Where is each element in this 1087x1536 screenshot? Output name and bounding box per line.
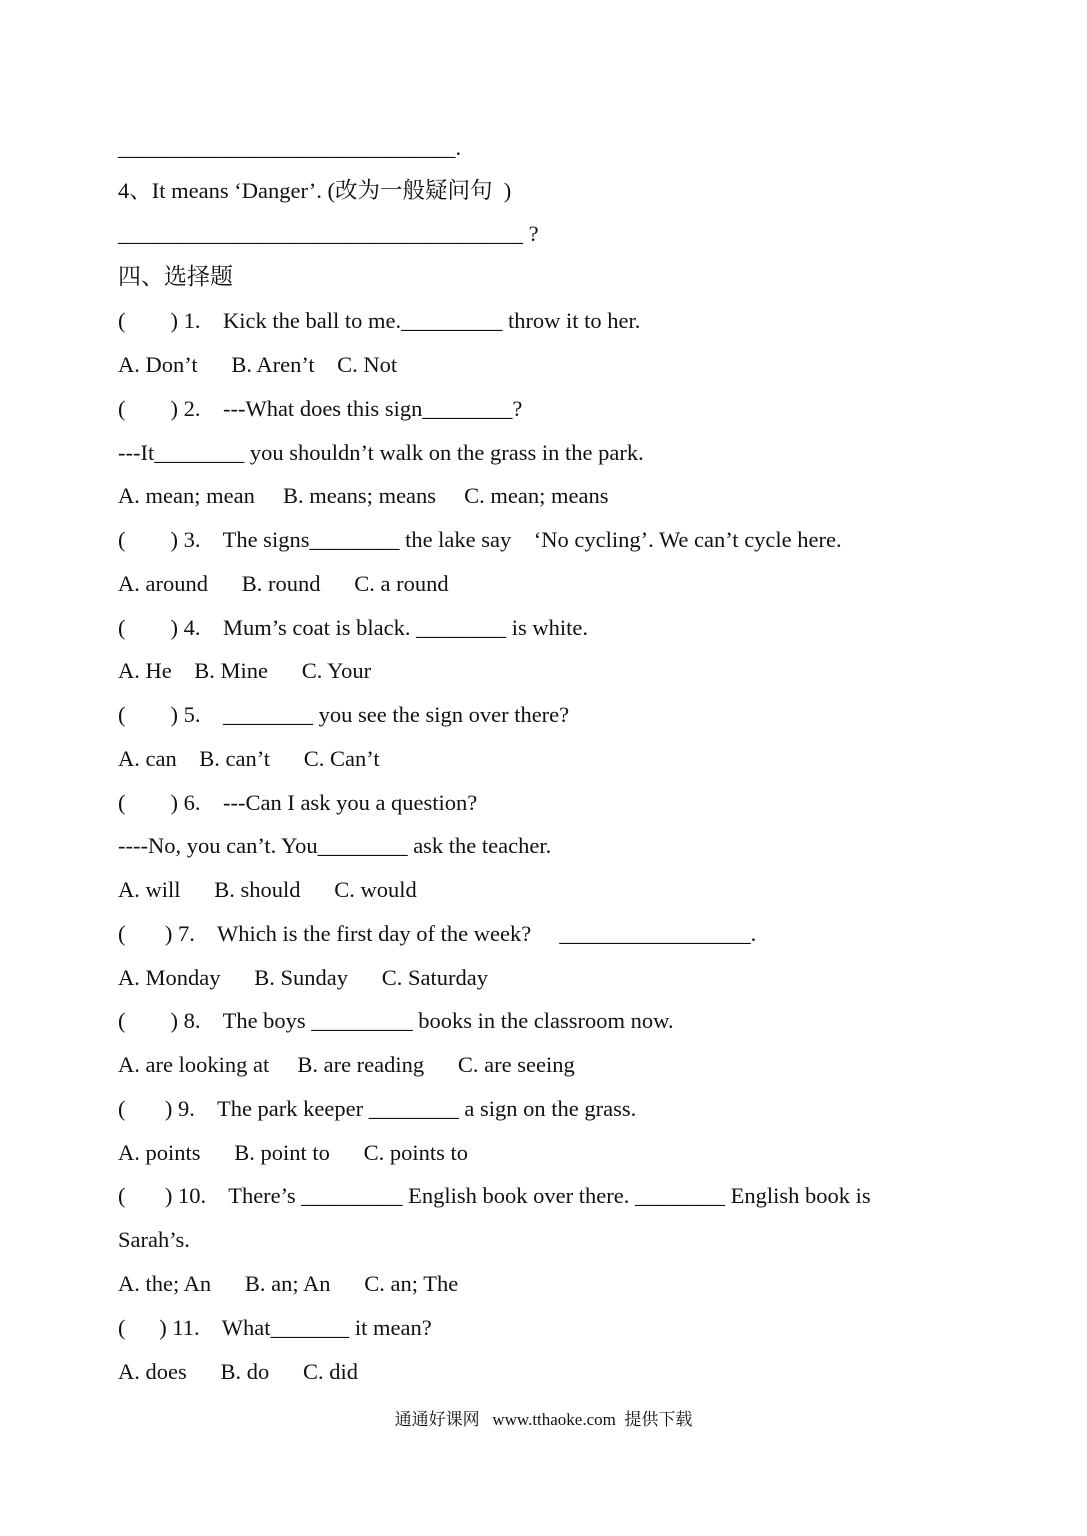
question-9: ( ) 9. The park keeper ________ a sign on the grass.	[118, 1096, 637, 1121]
options-9: A. points B. point to C. points to	[118, 1140, 469, 1165]
options-8: A. are looking at B. are reading C. are seeing	[118, 1052, 575, 1077]
question-5: ( ) 5. ________ you see the sign over there?	[118, 702, 570, 727]
question-2-line-2: ---It________ you shouldn’t walk on the grass in the park.	[118, 440, 644, 465]
options-5: A. can B. can’t C. Can’t	[118, 746, 380, 771]
options-10: A. the; An B. an; An C. an; The	[118, 1271, 459, 1296]
question-8: ( ) 8. The boys _________ books in the classroom now.	[118, 1008, 674, 1033]
options-7: A. Monday B. Sunday C. Saturday	[118, 965, 488, 990]
options-11: A. does B. do C. did	[118, 1359, 359, 1384]
question-7: ( ) 7. Which is the first day of the week? _________________.	[118, 921, 757, 946]
answer-blank-line-3: ______________________________.	[118, 135, 462, 160]
options-1: A. Don’t B. Aren’t C. Not	[118, 352, 398, 377]
question-6: ( ) 6. ---Can I ask you a question?	[118, 790, 478, 815]
question-1: ( ) 1. Kick the ball to me._________ throw it to her.	[118, 308, 641, 333]
page-footer: 通通好课网 www.tthaoke.com 提供下载	[394, 1410, 693, 1429]
section-title-choice: 四、选择题	[118, 264, 233, 289]
rewrite-question-4: 4、It means ‘Danger’. (改为一般疑问句 )	[118, 178, 512, 203]
answer-blank-line-4: ____________________________________ ?	[118, 221, 539, 246]
question-6-line-2: ----No, you can’t. You________ ask the teacher.	[118, 833, 552, 858]
question-11: ( ) 11. What_______ it mean?	[118, 1315, 432, 1340]
options-6: A. will B. should C. would	[118, 877, 417, 902]
options-4: A. He B. Mine C. Your	[118, 658, 372, 683]
question-4: ( ) 4. Mum’s coat is black. ________ is white.	[118, 615, 588, 640]
options-2: A. mean; mean B. means; means C. mean; means	[118, 483, 609, 508]
question-10: ( ) 10. There’s _________ English book over there. ________ English book is	[118, 1183, 871, 1208]
question-10-line-2: Sarah’s.	[118, 1227, 190, 1252]
question-3: ( ) 3. The signs________ the lake say ‘No cycling’. We can’t cycle here.	[118, 527, 842, 552]
question-2: ( ) 2. ---What does this sign________?	[118, 396, 523, 421]
options-3: A. around B. round C. a round	[118, 571, 449, 596]
